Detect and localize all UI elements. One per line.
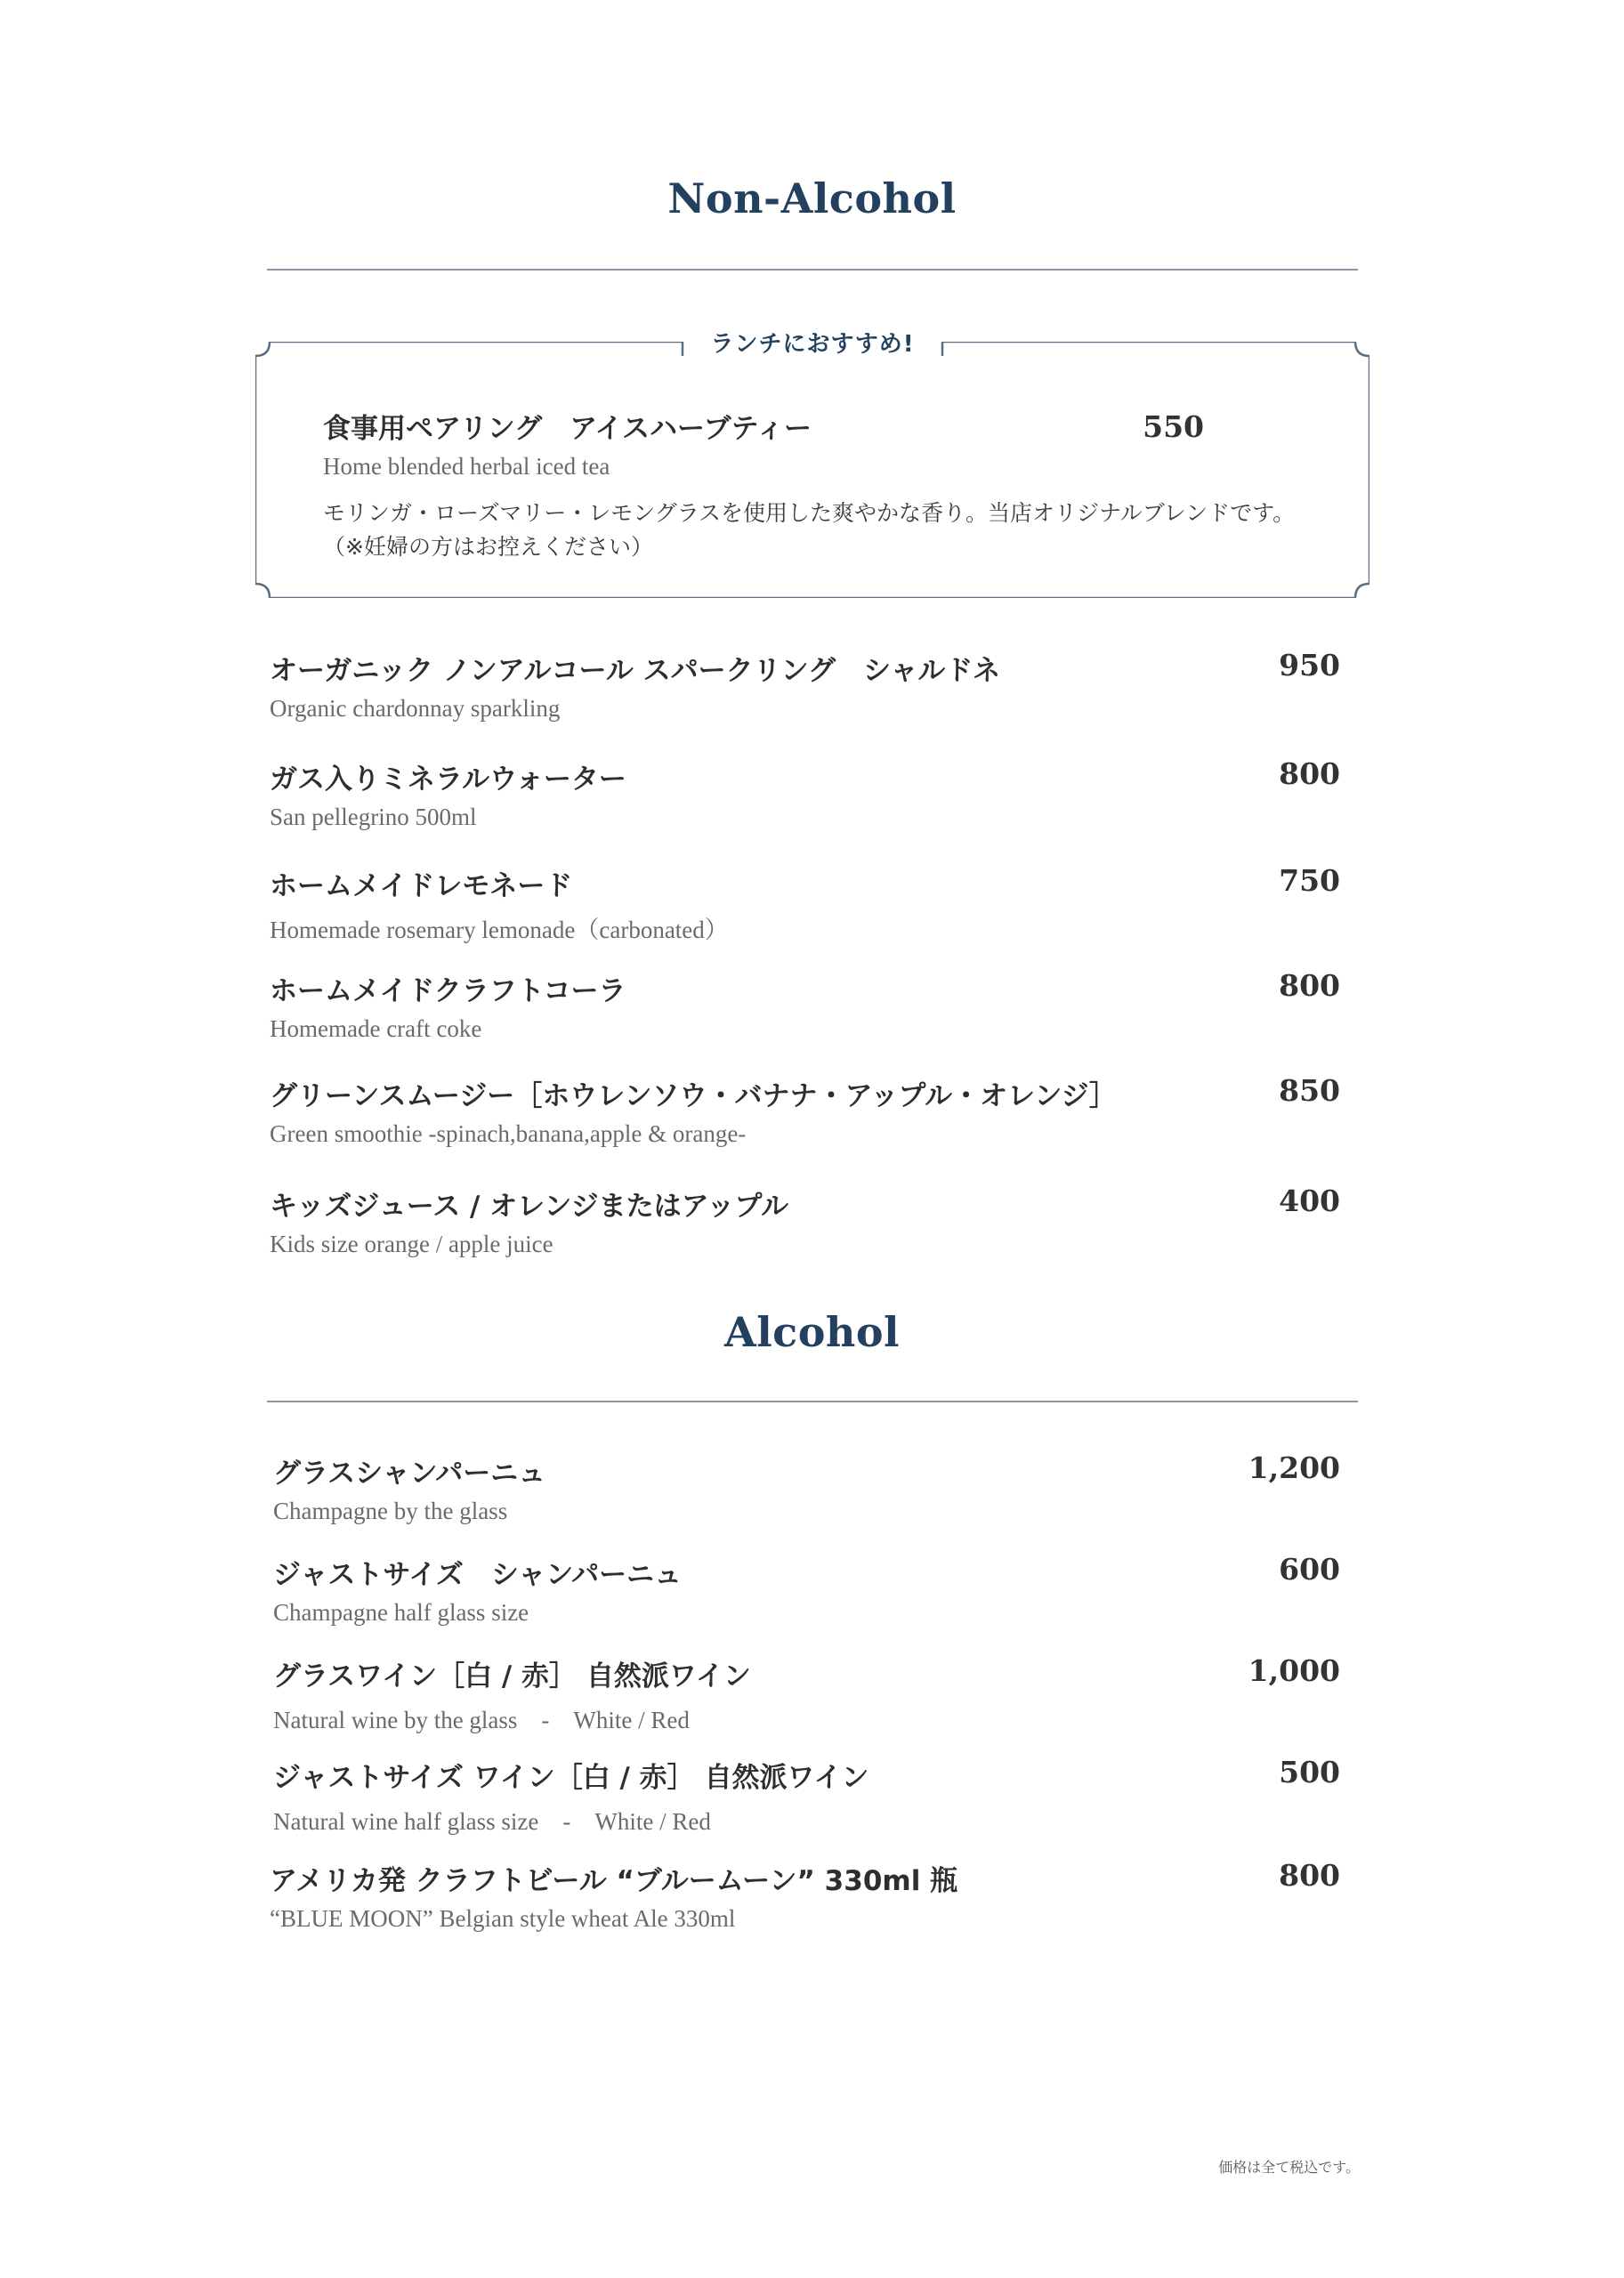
item-price: 800 (1279, 968, 1340, 1003)
item-name-en: Green smoothie -spinach,banana,apple & orange- (270, 1120, 747, 1147)
menu-item (273, 1552, 682, 1627)
non-alcohol-divider (267, 269, 1358, 271)
item-description-line: モリンガ・ローズマリー・レモングラスを使用した爽やかな香り。当店オリジナルブレンドです。 (323, 500, 1296, 526)
item-name-en: Natural wine half glass size - White / Red (273, 1808, 711, 1835)
item-price: 950 (1279, 648, 1340, 683)
menu-item (270, 756, 626, 831)
item-note: （※妊婦の方はお控えください） (323, 534, 653, 560)
recommended-price: 550 (1143, 409, 1204, 444)
item-price: 600 (1279, 1552, 1340, 1587)
item-name-en: Champagne half glass size (273, 1599, 529, 1626)
item-name-en: Natural wine by the glass - White / Red (273, 1707, 690, 1733)
item-name-jp: グラスワイン［白 / 赤］ 自然派ワイン (273, 1660, 751, 1692)
item-price: 800 (1279, 756, 1340, 791)
item-name-en: Homemade rosemary lemonade（carbonated） (270, 917, 729, 943)
non-alcohol-title: Non-Alcohol (667, 174, 957, 222)
item-price: 400 (1279, 1183, 1340, 1218)
item-price: 500 (1279, 1755, 1340, 1789)
item-name-jp: グリーンスムージー［ホウレンソウ・バナナ・アップル・オレンジ］ (270, 1080, 1117, 1112)
tax-footnote: 価格は全て税込です。 (1218, 2159, 1360, 2176)
menu-item (270, 863, 729, 945)
item-name-en: Champagne by the glass (273, 1498, 508, 1524)
item-name-en: “BLUE MOON” Belgian style wheat Ale 330ml (270, 1905, 736, 1932)
menu-item (270, 648, 1000, 723)
item-name-en: San pellegrino 500ml (270, 804, 477, 830)
item-price: 800 (1279, 1858, 1340, 1893)
item-name-jp: キッズジュース / オレンジまたはアップル (270, 1191, 789, 1223)
item-name-jp: 食事用ペアリング アイスハーブティー (323, 413, 812, 445)
item-name-jp: ホームメイドクラフトコーラ (270, 975, 626, 1007)
item-description (323, 497, 1295, 564)
item-name-jp: アメリカ発 クラフトビール “ブルームーン” 330ml 瓶 (270, 1865, 958, 1897)
menu-item (270, 1858, 957, 1933)
menu-item (273, 1653, 751, 1735)
item-name-jp: ジャストサイズ シャンパーニュ (273, 1559, 683, 1591)
alcohol-title: Alcohol (724, 1308, 900, 1356)
item-name-jp: オーガニック ノンアルコール スパークリング シャルドネ (270, 655, 1001, 687)
item-name-en: Home blended herbal iced tea (323, 453, 610, 480)
menu-item (270, 1183, 788, 1258)
item-name-jp: ガス入りミネラルウォーター (270, 763, 626, 796)
menu-item (273, 1755, 869, 1837)
item-price: 750 (1279, 863, 1340, 898)
menu-item (270, 1073, 1117, 1148)
recommended-box (255, 331, 1369, 598)
menu-item (273, 1450, 545, 1525)
item-name-en: Kids size orange / apple juice (270, 1231, 553, 1257)
alcohol-divider (267, 1401, 1358, 1402)
item-name-en: Homemade craft coke (270, 1015, 482, 1042)
item-name-jp: ジャストサイズ ワイン［白 / 赤］ 自然派ワイン (273, 1762, 869, 1794)
menu-item (270, 968, 626, 1043)
item-price: 1,000 (1248, 1653, 1340, 1688)
item-name-jp: グラスシャンパーニュ (273, 1458, 546, 1490)
item-price: 1,200 (1248, 1450, 1340, 1485)
item-price: 850 (1279, 1073, 1340, 1108)
item-name-jp: ホームメイドレモネード (270, 870, 573, 902)
item-name-en: Organic chardonnay sparkling (270, 695, 561, 722)
recommended-label: ランチにおすすめ! (710, 331, 915, 358)
